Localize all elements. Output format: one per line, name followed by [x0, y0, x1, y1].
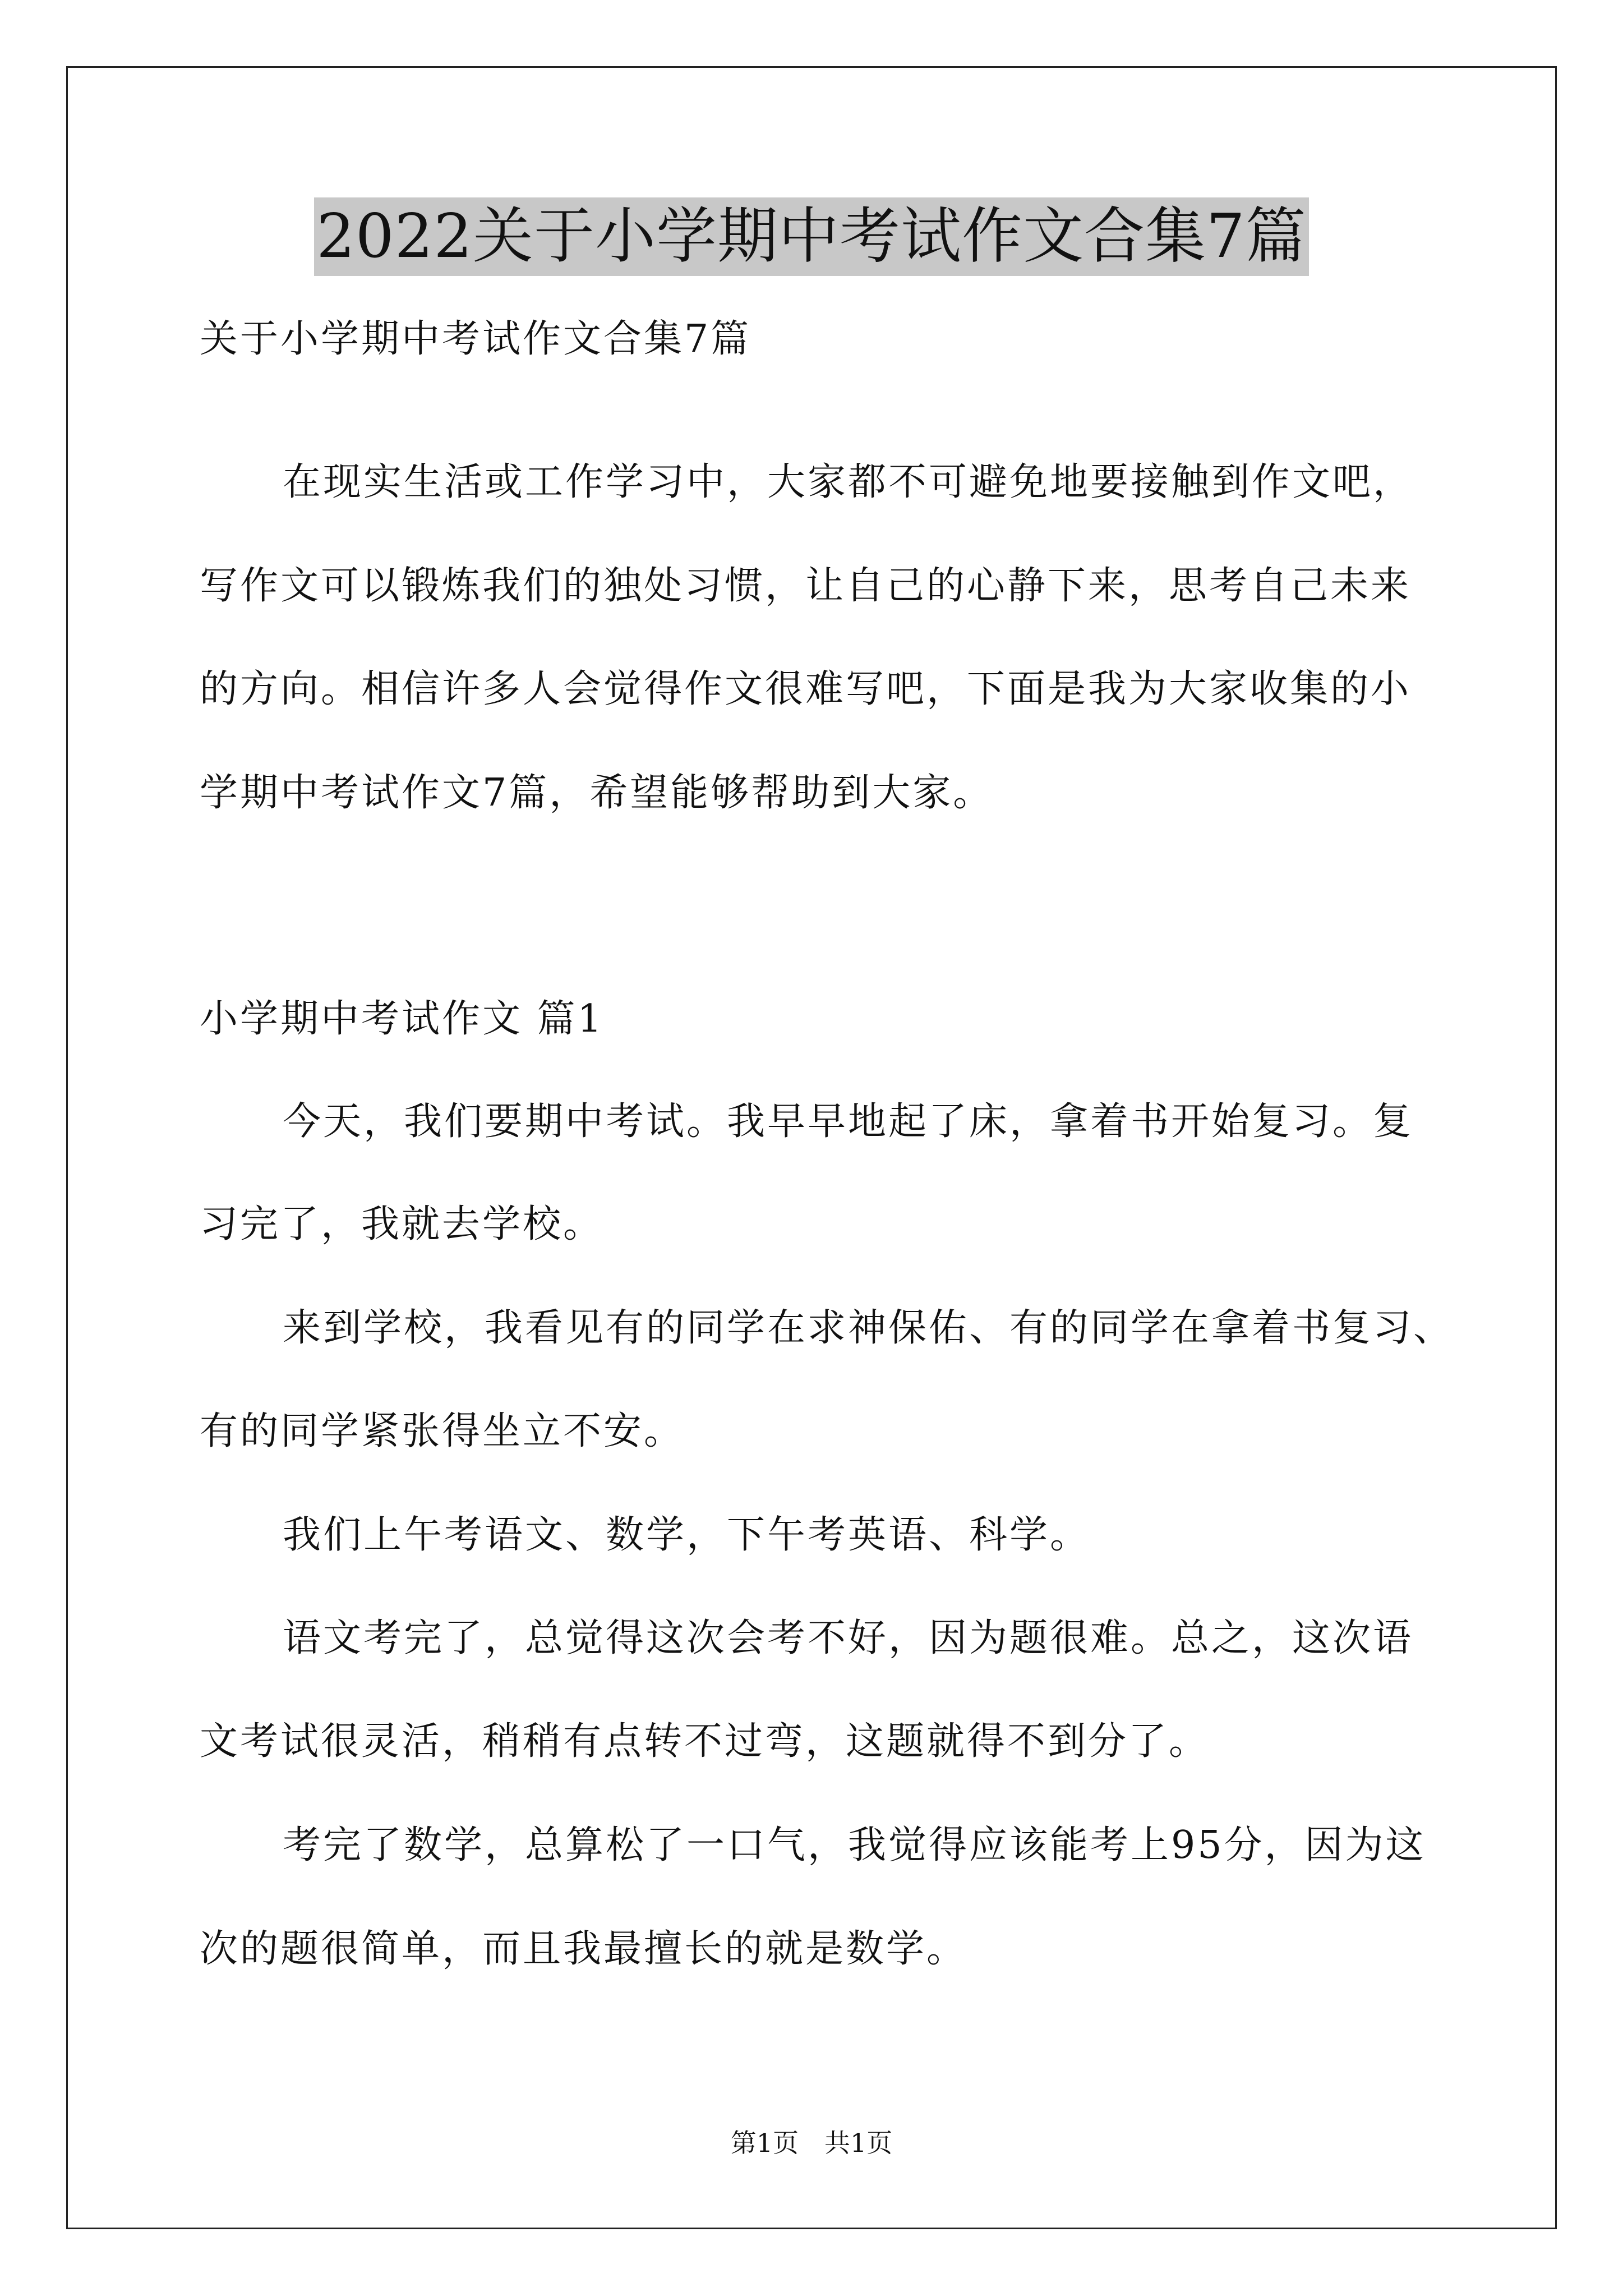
document-title: 2022关于小学期中考试作文合集7篇 [314, 197, 1309, 276]
paragraph-line: 在现实生活或工作学习中，大家都不可避免地要接触到作文吧， [283, 460, 1414, 504]
paragraph-line: 有的同学紧张得坐立不安。 [200, 1409, 685, 1453]
paragraph-line: 我们上午考语文、数学，下午考英语、科学。 [283, 1513, 1091, 1557]
paragraph-line: 今天，我们要期中考试。我早早地起了床，拿着书开始复习。复 [283, 1099, 1414, 1144]
paragraph-line: 来到学校，我看见有的同学在求神保佑、有的同学在拿着书复习、 [283, 1306, 1454, 1350]
paragraph-line: 语文考完了，总觉得这次会考不好，因为题很难。总之，这次语 [283, 1616, 1414, 1660]
paragraph-line: 的方向。相信许多人会觉得作文很难写吧，下面是我为大家收集的小 [200, 667, 1412, 711]
paragraph-line: 习完了，我就去学校。 [200, 1202, 604, 1246]
paragraph-line: 考完了数学，总算松了一口气，我觉得应该能考上95分，因为这 [283, 1823, 1426, 1867]
subtitle-line: 关于小学期中考试作文合集7篇 [200, 317, 751, 361]
page-frame [66, 66, 1557, 2229]
paragraph-line: 次的题很简单，而且我最擅长的就是数学。 [200, 1927, 967, 1971]
section-heading: 小学期中考试作文 篇1 [200, 997, 604, 1041]
paragraph-line: 文考试很灵活，稍稍有点转不过弯，这题就得不到分了。 [200, 1719, 1210, 1764]
page-footer: 第1页 共1页 [730, 2128, 893, 2158]
paragraph-line: 学期中考试作文7篇，希望能够帮助到大家。 [200, 771, 994, 815]
paragraph-line: 写作文可以锻炼我们的独处习惯，让自己的心静下来，思考自己未来 [200, 564, 1412, 608]
document-title-row [0, 197, 1623, 293]
